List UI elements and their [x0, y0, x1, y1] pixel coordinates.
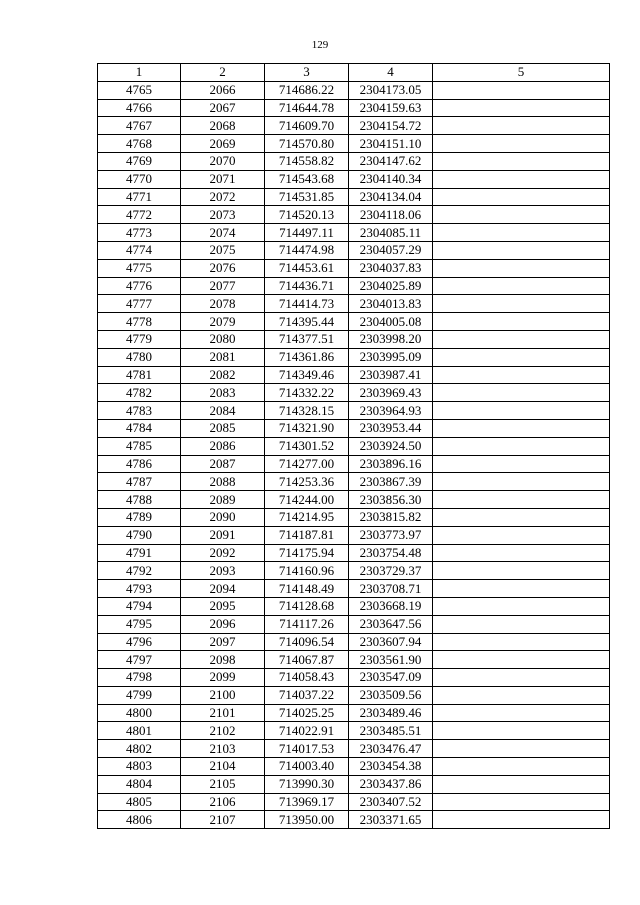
table-cell: [433, 402, 610, 420]
table-cell: 2067: [181, 99, 265, 117]
table-row: [98, 740, 610, 758]
table-cell: 714377.51: [265, 330, 349, 348]
table-cell: [433, 348, 610, 366]
table-row: [98, 313, 610, 331]
table-row: [98, 259, 610, 277]
table-cell: 2303647.56: [349, 615, 433, 633]
table-row: [98, 580, 610, 598]
table-cell: 2097: [181, 633, 265, 651]
column-header: 1: [98, 64, 181, 82]
table-cell: 714520.13: [265, 206, 349, 224]
table-cell: [433, 704, 610, 722]
column-header: 5: [433, 64, 610, 82]
table-cell: [433, 669, 610, 687]
table-cell: 714003.40: [265, 758, 349, 776]
table-cell: 2068: [181, 117, 265, 135]
table-cell: 4770: [98, 170, 181, 188]
table-row: [98, 758, 610, 776]
table-row: [98, 224, 610, 242]
table-cell: 714301.52: [265, 437, 349, 455]
table-row: [98, 295, 610, 313]
table-cell: [433, 152, 610, 170]
table-cell: [433, 366, 610, 384]
table-cell: 714531.85: [265, 188, 349, 206]
table-header-row: [98, 64, 610, 82]
table-cell: 2099: [181, 669, 265, 687]
table-cell: 714349.46: [265, 366, 349, 384]
table-cell: 2303489.46: [349, 704, 433, 722]
table-cell: 4767: [98, 117, 181, 135]
table-cell: [433, 419, 610, 437]
column-header: 3: [265, 64, 349, 82]
table-row: [98, 99, 610, 117]
table-cell: [433, 117, 610, 135]
table-cell: 2075: [181, 241, 265, 259]
table-cell: 2100: [181, 686, 265, 704]
table-cell: 714361.86: [265, 348, 349, 366]
table-row: [98, 686, 610, 704]
table-cell: [433, 259, 610, 277]
table-row: [98, 241, 610, 259]
table-cell: 4805: [98, 793, 181, 811]
table-row: [98, 775, 610, 793]
table-cell: 4786: [98, 455, 181, 473]
table-cell: [433, 81, 610, 99]
table-row: [98, 117, 610, 135]
table-cell: 4785: [98, 437, 181, 455]
table-cell: 2303437.86: [349, 775, 433, 793]
table-cell: 2076: [181, 259, 265, 277]
table-cell: 4792: [98, 562, 181, 580]
table-cell: 4798: [98, 669, 181, 687]
table-cell: 2304154.72: [349, 117, 433, 135]
table-cell: 4766: [98, 99, 181, 117]
table-cell: 714609.70: [265, 117, 349, 135]
table-cell: 714644.78: [265, 99, 349, 117]
table-cell: 714543.68: [265, 170, 349, 188]
table-row: [98, 455, 610, 473]
table-cell: [433, 597, 610, 615]
table-cell: 2303998.20: [349, 330, 433, 348]
table-row: [98, 597, 610, 615]
table-cell: 4787: [98, 473, 181, 491]
table-cell: [433, 775, 610, 793]
table-cell: 4782: [98, 384, 181, 402]
table-cell: [433, 811, 610, 829]
table-row: [98, 437, 610, 455]
table-cell: 2304147.62: [349, 152, 433, 170]
table-cell: 4771: [98, 188, 181, 206]
table-row: [98, 152, 610, 170]
table-cell: 714058.43: [265, 669, 349, 687]
table-row: [98, 170, 610, 188]
table-cell: 2069: [181, 135, 265, 153]
table-cell: [433, 330, 610, 348]
table-cell: 4800: [98, 704, 181, 722]
table-cell: 2303896.16: [349, 455, 433, 473]
table-cell: 714453.61: [265, 259, 349, 277]
table-cell: 2085: [181, 419, 265, 437]
table-row: [98, 615, 610, 633]
table-cell: 714558.82: [265, 152, 349, 170]
table-cell: 714037.22: [265, 686, 349, 704]
table-cell: [433, 740, 610, 758]
table-cell: 2088: [181, 473, 265, 491]
table-cell: 4793: [98, 580, 181, 598]
table-cell: 714328.15: [265, 402, 349, 420]
table-cell: 2095: [181, 597, 265, 615]
table-cell: 714332.22: [265, 384, 349, 402]
table-row: [98, 348, 610, 366]
table-cell: 714244.00: [265, 491, 349, 509]
table-cell: 2101: [181, 704, 265, 722]
table-cell: 2304025.89: [349, 277, 433, 295]
table-cell: [433, 170, 610, 188]
table-cell: [433, 758, 610, 776]
table-row: [98, 81, 610, 99]
table-cell: 713969.17: [265, 793, 349, 811]
coordinates-table: [97, 63, 610, 829]
table-cell: 714117.26: [265, 615, 349, 633]
table-cell: [433, 455, 610, 473]
table-cell: 2096: [181, 615, 265, 633]
table-cell: 714253.36: [265, 473, 349, 491]
table-cell: 4797: [98, 651, 181, 669]
table-cell: 2102: [181, 722, 265, 740]
table-cell: 4768: [98, 135, 181, 153]
table-cell: 2103: [181, 740, 265, 758]
table-cell: 2083: [181, 384, 265, 402]
table-cell: 2303867.39: [349, 473, 433, 491]
table-cell: 2091: [181, 526, 265, 544]
table-cell: 2081: [181, 348, 265, 366]
table-cell: 714277.00: [265, 455, 349, 473]
table-cell: 2106: [181, 793, 265, 811]
table-cell: 4796: [98, 633, 181, 651]
table-row: [98, 366, 610, 384]
table-cell: 4784: [98, 419, 181, 437]
table-cell: [433, 313, 610, 331]
table-cell: 714187.81: [265, 526, 349, 544]
table-cell: 4806: [98, 811, 181, 829]
table-cell: 714025.25: [265, 704, 349, 722]
table-row: [98, 811, 610, 829]
table-cell: 2303708.71: [349, 580, 433, 598]
table-cell: 2107: [181, 811, 265, 829]
table-cell: 4788: [98, 491, 181, 509]
table-cell: 2303815.82: [349, 508, 433, 526]
table-cell: 2303964.93: [349, 402, 433, 420]
table-row: [98, 722, 610, 740]
table-cell: 2304118.06: [349, 206, 433, 224]
table-cell: 2303729.37: [349, 562, 433, 580]
table-cell: 2304151.10: [349, 135, 433, 153]
table-row: [98, 491, 610, 509]
table-cell: 2077: [181, 277, 265, 295]
table-cell: 714395.44: [265, 313, 349, 331]
table-cell: 2304134.04: [349, 188, 433, 206]
table-cell: [433, 295, 610, 313]
table-cell: 4773: [98, 224, 181, 242]
table-cell: 4777: [98, 295, 181, 313]
table-row: [98, 419, 610, 437]
table-row: [98, 544, 610, 562]
table-cell: [433, 544, 610, 562]
table-cell: 4772: [98, 206, 181, 224]
table-cell: 2082: [181, 366, 265, 384]
table-cell: 2074: [181, 224, 265, 242]
table-cell: [433, 491, 610, 509]
table-cell: 714436.71: [265, 277, 349, 295]
table-cell: 2104: [181, 758, 265, 776]
table-cell: 2078: [181, 295, 265, 313]
table-cell: 2303547.09: [349, 669, 433, 687]
page-number: 129: [311, 39, 329, 51]
table-row: [98, 473, 610, 491]
table-cell: [433, 241, 610, 259]
table-cell: 714686.22: [265, 81, 349, 99]
table-cell: 714570.80: [265, 135, 349, 153]
table-row: [98, 526, 610, 544]
table-cell: 4769: [98, 152, 181, 170]
table-cell: [433, 384, 610, 402]
table-cell: [433, 651, 610, 669]
table-cell: 2303924.50: [349, 437, 433, 455]
table-row: [98, 384, 610, 402]
table-cell: 4780: [98, 348, 181, 366]
table-cell: 714096.54: [265, 633, 349, 651]
column-header: 2: [181, 64, 265, 82]
column-header: 4: [349, 64, 433, 82]
table-cell: 2303509.56: [349, 686, 433, 704]
table-cell: 2303754.48: [349, 544, 433, 562]
table-cell: [433, 473, 610, 491]
table-cell: [433, 633, 610, 651]
table-cell: 4774: [98, 241, 181, 259]
table-row: [98, 135, 610, 153]
table-cell: 2304057.29: [349, 241, 433, 259]
table-row: [98, 277, 610, 295]
table-cell: 2073: [181, 206, 265, 224]
table-cell: 2303668.19: [349, 597, 433, 615]
table-cell: 4783: [98, 402, 181, 420]
table-cell: 2304037.83: [349, 259, 433, 277]
table-row: [98, 330, 610, 348]
table-row: [98, 669, 610, 687]
table-cell: 2066: [181, 81, 265, 99]
table-cell: 4802: [98, 740, 181, 758]
table-cell: 2105: [181, 775, 265, 793]
table-cell: 2303969.43: [349, 384, 433, 402]
table-cell: 2304159.63: [349, 99, 433, 117]
table-cell: 2093: [181, 562, 265, 580]
table-row: [98, 188, 610, 206]
table-cell: 714017.53: [265, 740, 349, 758]
table-cell: 2086: [181, 437, 265, 455]
table-cell: 714321.90: [265, 419, 349, 437]
table-cell: 2072: [181, 188, 265, 206]
table-row: [98, 793, 610, 811]
table-cell: 2303407.52: [349, 793, 433, 811]
table-cell: [433, 206, 610, 224]
table-row: [98, 562, 610, 580]
table-cell: 2092: [181, 544, 265, 562]
table-row: [98, 206, 610, 224]
table-cell: 4795: [98, 615, 181, 633]
table-cell: [433, 793, 610, 811]
table-cell: [433, 580, 610, 598]
table-cell: 4801: [98, 722, 181, 740]
table-cell: 4781: [98, 366, 181, 384]
table-cell: 2303607.94: [349, 633, 433, 651]
table-cell: [433, 99, 610, 117]
table-cell: 2087: [181, 455, 265, 473]
table-cell: 2090: [181, 508, 265, 526]
table-row: [98, 633, 610, 651]
table-cell: 4776: [98, 277, 181, 295]
table-cell: 2304173.05: [349, 81, 433, 99]
table-cell: 2084: [181, 402, 265, 420]
table-cell: 2303485.51: [349, 722, 433, 740]
table-cell: 4779: [98, 330, 181, 348]
table-cell: 2303995.09: [349, 348, 433, 366]
table-cell: [433, 722, 610, 740]
table-cell: 4804: [98, 775, 181, 793]
table-cell: 2071: [181, 170, 265, 188]
table-cell: 713950.00: [265, 811, 349, 829]
table-body: [98, 81, 610, 828]
table-cell: 4775: [98, 259, 181, 277]
table-cell: 2303454.38: [349, 758, 433, 776]
table-cell: 2303856.30: [349, 491, 433, 509]
table-cell: [433, 526, 610, 544]
table-cell: 2303987.41: [349, 366, 433, 384]
table-cell: 4778: [98, 313, 181, 331]
table-cell: 4789: [98, 508, 181, 526]
table-cell: [433, 508, 610, 526]
table-cell: 714128.68: [265, 597, 349, 615]
table-row: [98, 651, 610, 669]
table-cell: 714474.98: [265, 241, 349, 259]
table-cell: [433, 224, 610, 242]
table-cell: 714214.95: [265, 508, 349, 526]
table-cell: 4765: [98, 81, 181, 99]
table-cell: 4791: [98, 544, 181, 562]
table-cell: 2079: [181, 313, 265, 331]
table-cell: 2089: [181, 491, 265, 509]
table-cell: 714148.49: [265, 580, 349, 598]
table-row: [98, 508, 610, 526]
table-cell: 714414.73: [265, 295, 349, 313]
table-cell: 2303773.97: [349, 526, 433, 544]
table-cell: 713990.30: [265, 775, 349, 793]
table-cell: 2304085.11: [349, 224, 433, 242]
table-cell: 2303561.90: [349, 651, 433, 669]
table-cell: [433, 437, 610, 455]
table-row: [98, 402, 610, 420]
table-row: [98, 704, 610, 722]
table-cell: 714175.94: [265, 544, 349, 562]
table-cell: [433, 188, 610, 206]
table-cell: 714497.11: [265, 224, 349, 242]
table-cell: [433, 615, 610, 633]
table-cell: 2304005.08: [349, 313, 433, 331]
table-cell: 2070: [181, 152, 265, 170]
table-cell: 2303476.47: [349, 740, 433, 758]
table-cell: 4790: [98, 526, 181, 544]
table-cell: [433, 562, 610, 580]
table-cell: 2303371.65: [349, 811, 433, 829]
table-cell: [433, 135, 610, 153]
table-cell: 2304013.83: [349, 295, 433, 313]
table-cell: [433, 686, 610, 704]
table-cell: 2304140.34: [349, 170, 433, 188]
table-cell: 4803: [98, 758, 181, 776]
table-cell: 714160.96: [265, 562, 349, 580]
table-cell: 2303953.44: [349, 419, 433, 437]
table-cell: 714022.91: [265, 722, 349, 740]
table-cell: [433, 277, 610, 295]
table-cell: 4799: [98, 686, 181, 704]
table-cell: 2094: [181, 580, 265, 598]
table-cell: 714067.87: [265, 651, 349, 669]
table-cell: 2080: [181, 330, 265, 348]
table-cell: 2098: [181, 651, 265, 669]
table-cell: 4794: [98, 597, 181, 615]
